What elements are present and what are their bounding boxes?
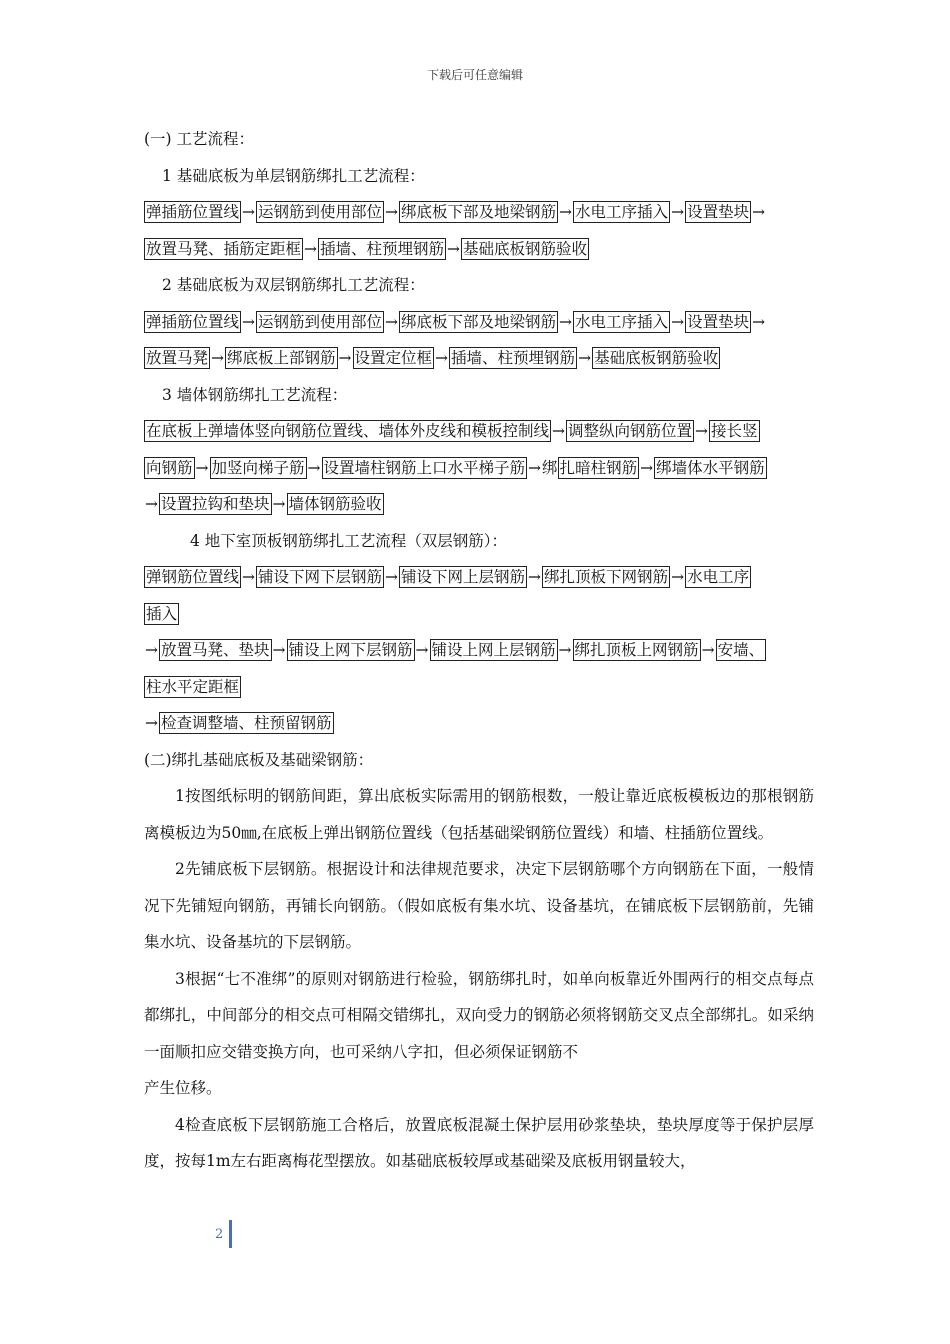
flow-step: 设置定位框 xyxy=(354,349,433,367)
flow-step: 放置马凳、插筋定距框 xyxy=(146,239,302,258)
footer-divider xyxy=(229,1220,232,1248)
flow-step: 水电工序 xyxy=(687,568,750,586)
flow-step: 绑扎顶板上网钢筋 xyxy=(574,641,699,659)
arrow-icon: → xyxy=(145,714,158,732)
paragraph-3-text: 3根据“七不准绑”的原则对钢筋进行检验，钢筋绑扎时，如单向板靠近外围两行的相交点每点都绑扎，中间部分的相交点可相隔交错绑扎，双向受力的钢筋必须将钢筋交叉点全部绑扎。如采纳一面顺扣应交错变换方向，也可采纳八字扣，但必须保证钢筋不 xyxy=(144,969,814,1061)
arrow-icon: → xyxy=(671,312,685,331)
flow-step: 绑底板上部钢筋 xyxy=(227,349,336,367)
flow-1-line-1 xyxy=(144,194,814,231)
page-header: 下载后可任意编辑 xyxy=(426,68,523,82)
flow-2-line-2 xyxy=(144,340,814,377)
arrow-icon: → xyxy=(145,495,158,513)
flow-step: 向钢筋 xyxy=(146,458,193,477)
arrow-icon: → xyxy=(552,422,566,440)
arrow-icon: → xyxy=(195,458,209,477)
arrow-icon: → xyxy=(671,203,685,221)
subheading-1-4: 4 地下室顶板钢筋绑扎工艺流程（双层钢筋）： xyxy=(190,531,508,550)
arrow-icon: → xyxy=(415,641,429,659)
arrow-icon: → xyxy=(385,203,399,221)
arrow-icon: → xyxy=(211,349,225,367)
flow-step: 放置马凳、垫块 xyxy=(161,641,270,659)
flow-step: 水电工序插入 xyxy=(575,203,669,221)
arrow-icon: → xyxy=(578,349,592,367)
flow-step: 安墙、 xyxy=(717,641,765,659)
flow-3-line-3 xyxy=(144,486,814,523)
page-number: 2 xyxy=(215,1226,224,1242)
paragraph-4: 4检查底板下层钢筋施工合格后，放置底板混凝土保护层用砂浆垫块，垫块厚度等于保护层厚度，按每1m左右距离梅花型摆放。如基础底板较厚或基础梁及底板用钢量较大， xyxy=(144,1115,814,1170)
arrow-icon: → xyxy=(528,458,542,477)
flow-step: 在底板上弹墙体竖向钢筋位置线、墙体外皮线和模板控制线 xyxy=(146,422,550,440)
subheading-1-3: 3 墙体钢筋绑扎工艺流程： xyxy=(162,385,348,404)
arrow-icon: → xyxy=(242,568,256,586)
flow-step: 运钢筋到使用部位 xyxy=(258,203,383,221)
flow-step: 绑扎顶板下网钢筋 xyxy=(544,568,669,586)
arrow-icon: → xyxy=(559,203,573,221)
flow-step: 绑墙体水平钢筋 xyxy=(656,458,765,477)
flow-step: 设置垫块 xyxy=(687,203,750,221)
flow-step: 铺设上网上层钢筋 xyxy=(431,641,556,659)
flow-step: 水电工序插入 xyxy=(575,312,669,331)
flow-4-line-3 xyxy=(144,632,814,669)
flow-step: 弹插筋位置线 xyxy=(146,312,240,331)
flow-step: 铺设下网上层钢筋 xyxy=(401,568,526,586)
flow-step: 弹钢筋位置线 xyxy=(146,568,240,586)
paragraph-2: 2先铺底板下层钢筋。根据设计和法律规范要求，决定下层钢筋哪个方向钢筋在下面，一般情况下先铺短向钢筋，再铺长向钢筋。（假如底板有集水坑、设备基坑，在铺底板下层钢筋前，先铺集水坑、设备基坑的下层钢筋。 xyxy=(144,860,814,951)
section-heading-1: (一) 工艺流程： xyxy=(144,130,255,148)
arrow-icon: → xyxy=(447,239,461,258)
arrow-icon: → xyxy=(272,641,286,659)
paragraph-1: 1按图纸标明的钢筋间距，算出底板实际需用的钢筋根数，一般让靠近底板模板边的那根钢筋离模板边为50㎜,在底板上弹出钢筋位置线（包括基础梁钢筋位置线）和墙、柱插筋位置线。 xyxy=(144,787,814,842)
flow-step: 设置拉钩和垫块 xyxy=(161,495,270,513)
flow-step: 铺设下网下层钢筋 xyxy=(258,568,383,586)
flow-4-line-5 xyxy=(144,705,814,742)
flow-text: 绑 xyxy=(542,458,558,477)
flow-4-line-4 xyxy=(144,669,814,706)
arrow-icon: → xyxy=(242,203,256,221)
document-body xyxy=(144,121,814,1180)
subheading-1-1: 1 基础底板为单层钢筋绑扎工艺流程： xyxy=(162,166,425,185)
arrow-icon: → xyxy=(338,349,352,367)
flow-step: 设置墙柱钢筋上口水平梯子筋 xyxy=(323,458,526,477)
arrow-icon: → xyxy=(242,312,256,331)
flow-step: 铺设上网下层钢筋 xyxy=(288,641,413,659)
arrow-icon: → xyxy=(304,239,318,258)
paragraph-3 xyxy=(144,961,814,1107)
flow-step: 调整纵向钢筋位置 xyxy=(568,422,693,440)
section-heading-2: (二)绑扎基础底板及基础梁钢筋： xyxy=(144,750,374,769)
flow-3-line-2 xyxy=(144,450,814,487)
arrow-icon: → xyxy=(272,495,286,513)
flow-step: 插墙、柱预埋钢筋 xyxy=(320,239,445,258)
flow-step: 检查调整墙、柱预留钢筋 xyxy=(161,714,332,732)
subheading-1-2: 2 基础底板为双层钢筋绑扎工艺流程： xyxy=(162,276,425,294)
flow-4-line-2 xyxy=(144,596,814,633)
flow-step: 绑底板下部及地梁钢筋 xyxy=(401,203,557,221)
flow-step: 设置垫块 xyxy=(687,312,750,331)
flow-step: 基础底板钢筋验收 xyxy=(594,349,719,367)
arrow-icon: → xyxy=(752,312,766,331)
arrow-icon: → xyxy=(558,641,572,659)
flow-step: 基础底板钢筋验收 xyxy=(463,239,588,258)
flow-step: 运钢筋到使用部位 xyxy=(258,312,383,331)
arrow-icon: → xyxy=(385,568,399,586)
flow-step: 加竖向梯子筋 xyxy=(211,458,305,477)
arrow-icon: → xyxy=(307,458,321,477)
flow-step: 柱水平定距框 xyxy=(146,677,240,696)
flow-1-line-2 xyxy=(144,231,814,268)
arrow-icon: → xyxy=(528,568,542,586)
paragraph-3-tail: 产生位移。 xyxy=(144,1079,222,1097)
flow-step: 绑底板下部及地梁钢筋 xyxy=(401,312,557,331)
arrow-icon: → xyxy=(671,568,685,586)
flow-step: 扎暗柱钢筋 xyxy=(559,458,638,477)
flow-step: 接长竖 xyxy=(711,422,758,440)
flow-step: 插入 xyxy=(146,604,178,623)
flow-4-line-1 xyxy=(144,559,814,596)
arrow-icon: → xyxy=(640,458,654,477)
arrow-icon: → xyxy=(701,641,715,659)
flow-step: 放置马凳 xyxy=(146,349,209,367)
arrow-icon: → xyxy=(559,312,573,331)
arrow-icon: → xyxy=(385,312,399,331)
page-footer xyxy=(215,1220,232,1248)
arrow-icon: → xyxy=(435,349,449,367)
flow-3-line-1 xyxy=(144,413,814,450)
flow-step: 弹插筋位置线 xyxy=(146,203,240,221)
arrow-icon: → xyxy=(145,641,158,659)
flow-step: 插墙、柱预埋钢筋 xyxy=(451,349,576,367)
flow-2-line-1 xyxy=(144,304,814,341)
flow-step: 墙体钢筋验收 xyxy=(288,495,382,513)
arrow-icon: → xyxy=(752,203,766,221)
arrow-icon: → xyxy=(695,422,709,440)
